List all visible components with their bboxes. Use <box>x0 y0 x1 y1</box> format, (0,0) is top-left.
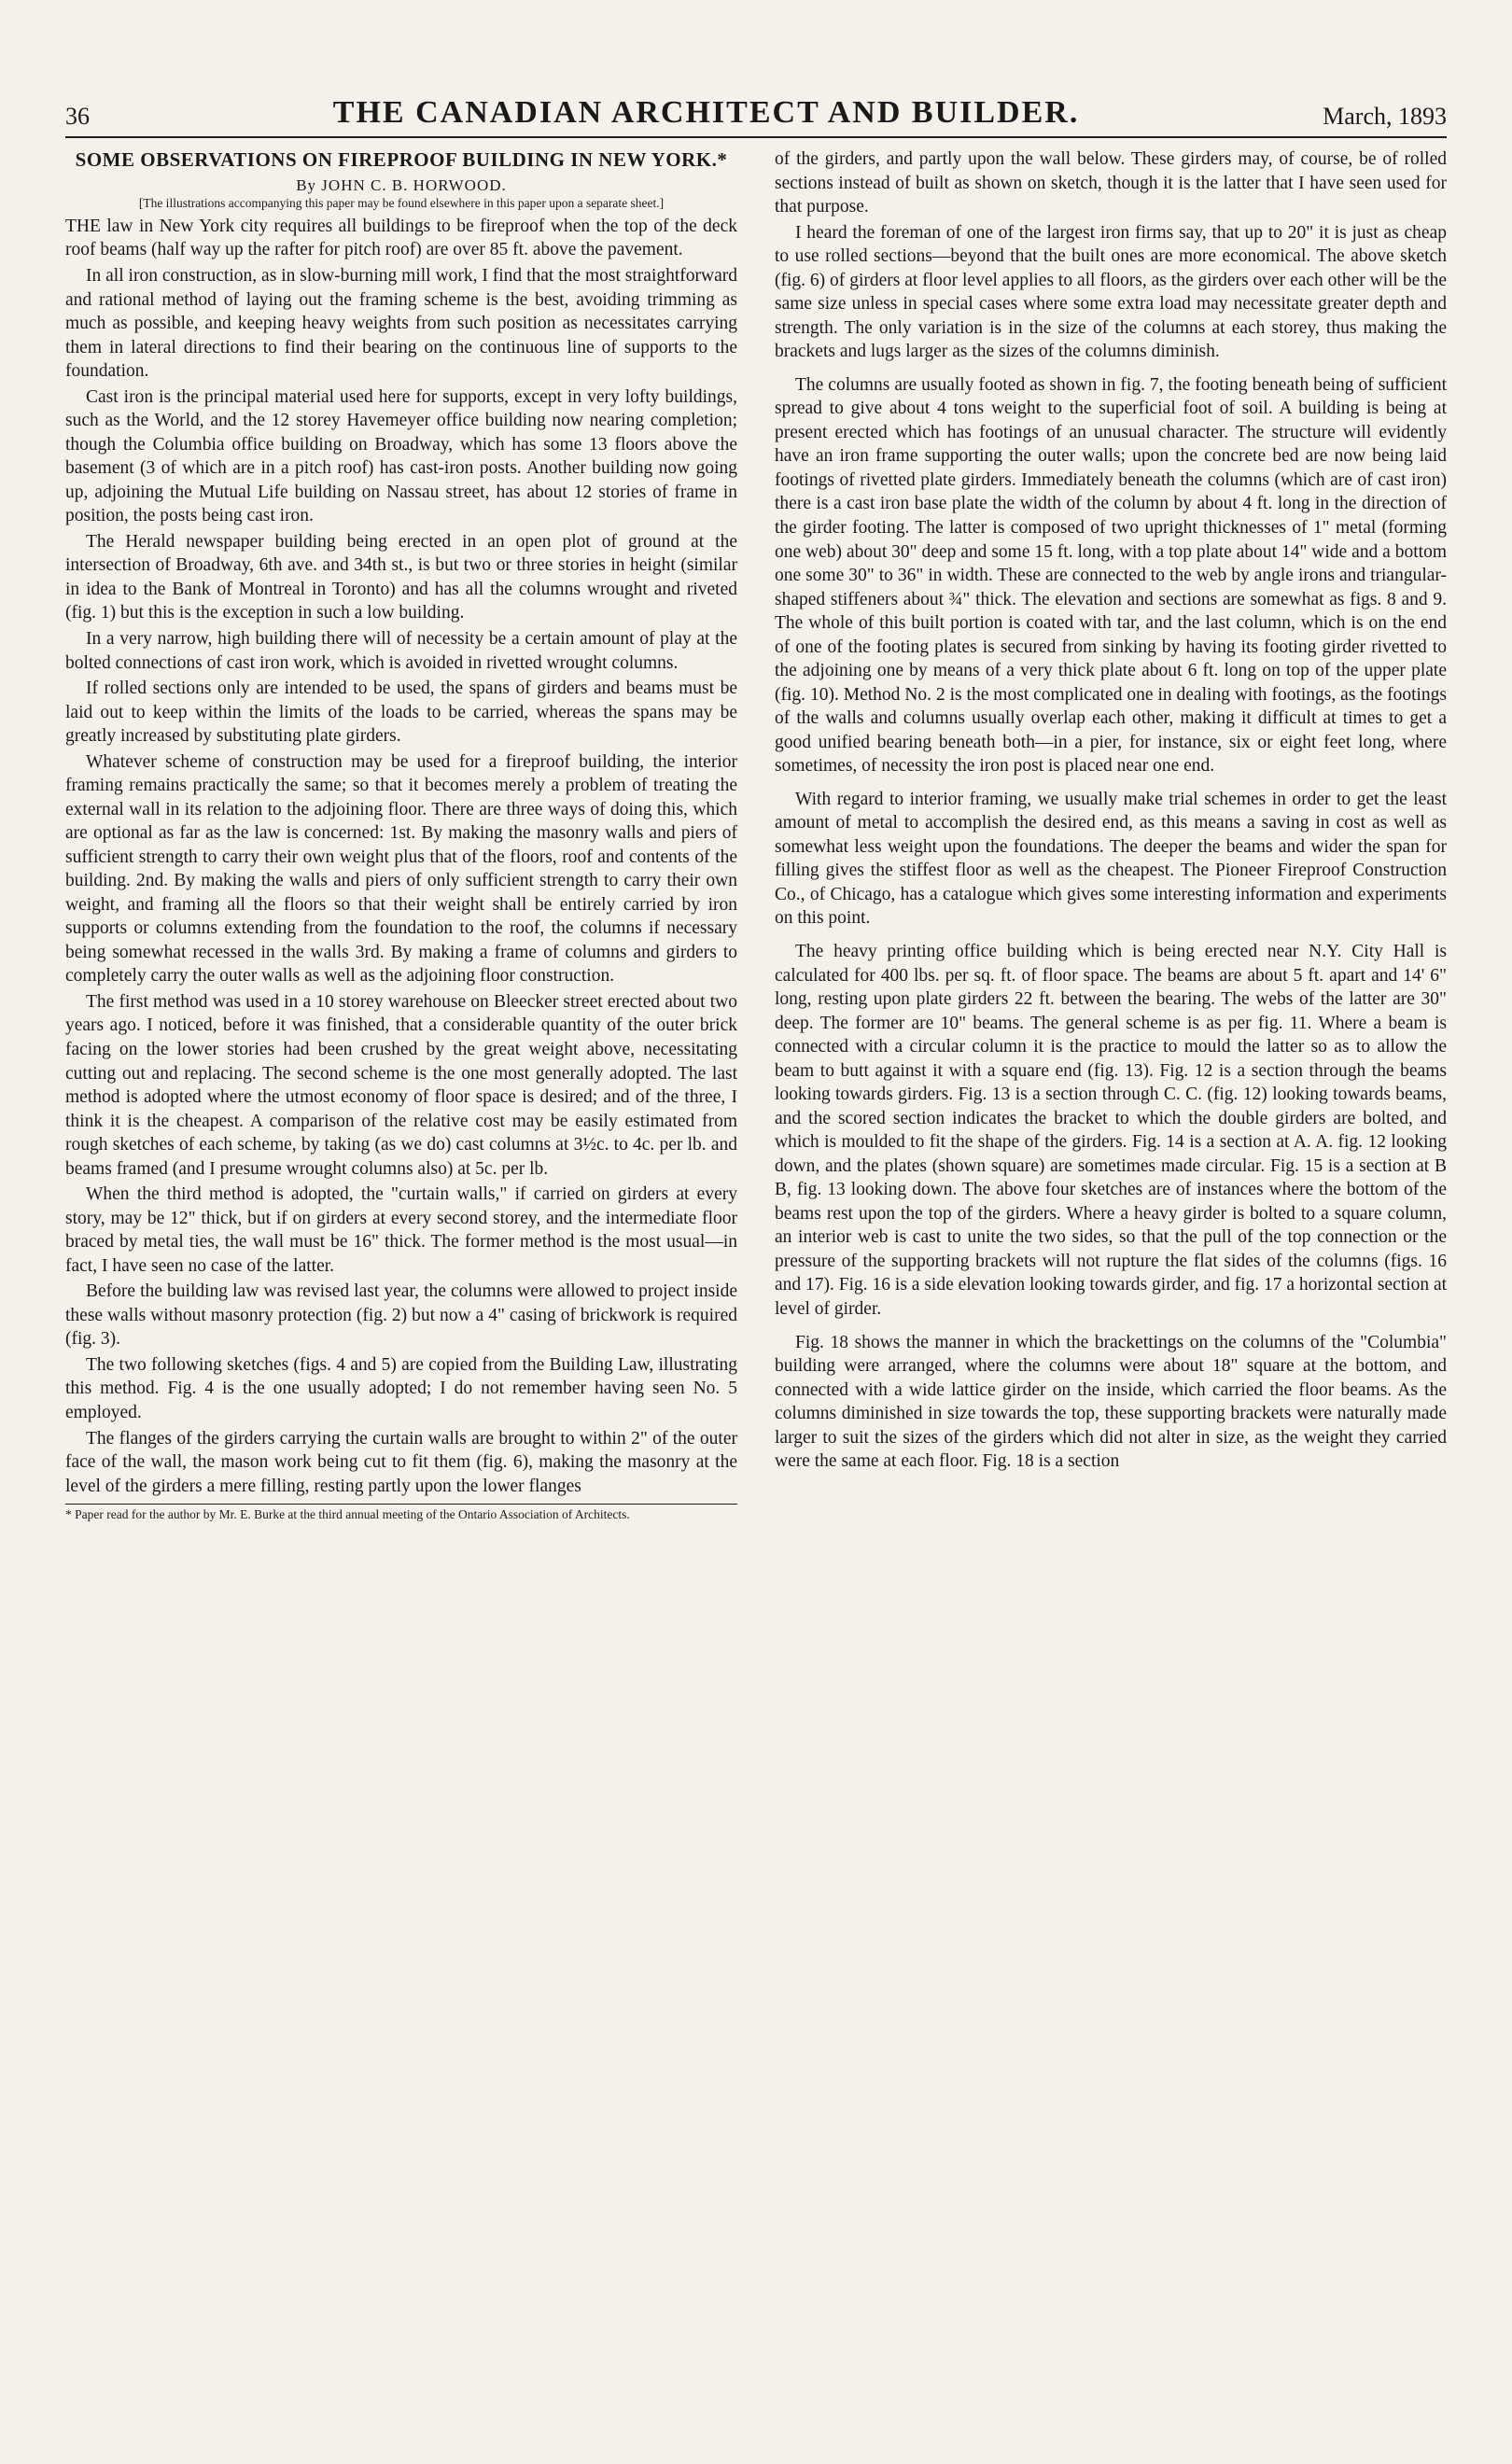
paragraph: Fig. 18 shows the manner in which the brackettings on the columns of the "Columbia" building were arranged, where the columns were about 18" square at the bottom, and connected with a wide lattice girder on the inside, which carried the floor beams. As the columns diminished in size towards the top, these supporting brackets were naturally made larger to suit the sizes of the girders which did not alter in size, as the weight they carried were the same at each floor. Fig. 18 is a section <box>775 1332 1447 1472</box>
paragraph: The first method was used in a 10 storey warehouse on Bleecker street erected about two years ago. I noticed, before it was finished, that a considerable quantity of the outer brick facing on the lower stories had been crushed by the great weight above, necessitating cutting out and replacing. The second scheme is the one most generally adopted. The last method is adopted where the utmost economy of floor space is desired; and of the three, I think it is the cheapest. A comparison of the relative cost may be easily estimated from rough sketches of each scheme, by taking (as we do) cast columns at 3½c. to 4c. per lb. and beams framed (and I presume wrought columns also) at 5c. per lb. <box>65 991 737 1179</box>
paragraph: Whatever scheme of construction may be used for a fireproof building, the interior framing remains practically the same; so that it becomes merely a problem of treating the external wall in its relation to the adjoining floor. There are three ways of doing this, which are optional as far as the law is concerned: 1st. By making the masonry walls and piers of sufficient strength to carry their own weight plus that of the floors, roof and contents of the building. 2nd. By making the walls and piers of only sufficient strength to carry their own weight, and framing all the floors so that their weight shall be entirely carried by iron supports or columns extending from the foundation to the roof, the columns if necessary being somewhat recessed in the walls 3rd. By making a frame of columns and girders to completely carry the outer walls as well as the adjoining floor construction. <box>65 751 737 987</box>
article-columns <box>65 147 1447 2445</box>
issue-date: March, 1893 <box>1323 103 1447 130</box>
paragraph: Before the building law was revised last year, the columns were allowed to project inside these walls without masonry protection (fig. 2) but now a 4" casing of brickwork is required (fig. 3). <box>65 1281 737 1350</box>
right-column <box>775 147 1447 2445</box>
paragraph: The Herald newspaper building being erected in an open plot of ground at the intersection of Broadway, 6th ave. and 34th st., is but two or three stories in height (similar in idea to the Bank of Montreal in Toronto) and has all the columns wrought and riveted (fig. 1) but this is the exception in such a low building. <box>65 531 737 623</box>
paragraph: With regard to interior framing, we usually make trial schemes in order to get the least amount of metal to accomplish the desired end, as this means a saving in cost as well as somewhat less weight upon the foundations. The deeper the beams and wider the span for filling gives the stiffest floor as well as the cheapest. The Pioneer Fireproof Construction Co., of Chicago, has a catalogue which gives some interesting information and experiments on this point. <box>775 789 1447 929</box>
illustrations-note: [The illustrations accompanying this paper may be found elsewhere in this paper upon a separate sheet.] <box>138 195 665 210</box>
paragraph: If rolled sections only are intended to be used, the spans of girders and beams must be laid out to keep within the limits of the loads to be carried, whereas the spans may be greatly increased by substituting plate girders. <box>65 679 737 747</box>
left-column <box>65 147 737 2445</box>
paragraph-gap <box>775 366 1447 373</box>
paragraph: Cast iron is the principal material used here for supports, except in very lofty buildings, such as the World, and the 12 storey Havemeyer office building now nearing completion; though the Columbia office building on Broadway, which has some 13 floors above the basement (3 of which are in a pitch roof) has cast-iron posts. Another building now going up, adjoining the Mutual Life building on Nassau street, has about 12 stories of frame in position, the posts being cast iron. <box>65 386 737 526</box>
paragraph: In all iron construction, as in slow-burning mill work, I find that the most straightforward and rational method of laying out the framing scheme is the best, avoiding trimming as much as possible, and keeping heavy weights from such position as necessitates carrying them in lateral directions to find their bearing on the continuous line of supports to the foundation. <box>65 266 737 382</box>
paragraph: The columns are usually footed as shown in fig. 7, the footing beneath being of sufficient spread to give about 4 tons weight to the superficial foot of soil. A building is being at present erected which has footings of an unusual character. The structure will evidently have an iron frame supporting the outer walls; upon the concrete bed are now being laid footings of rivetted plate girders. Immediately beneath the columns (which are of cast iron) there is a cast iron base plate the width of the column by about 4 ft. long in the direction of the girder footing. The latter is composed of two upright thicknesses of 1" metal (forming one web) about 30" deep and some 15 ft. long, with a top plate about 14" wide and a bottom one some 30" to 36" in width. These are connected to the web by angle irons and triangular-shaped stiffeners about ¾" thick. The elevation and sections are somewhat as figs. 8 and 9. The whole of this built portion is coated with tar, and the last column, which is on the end of one of the footing plates is secured from sinking by having its footing girder rivetted to the adjoining one by means of a very thick plate about 6 ft. long on top of the upper plate (fig. 10). Method No. 2 is the most complicated one in dealing with footings, as the footings of the walls and columns usually overlap each other, making it difficult at times to get a good unified bearing beneath both—in a pier, for instance, six or eight feet long, where sometimes, of necessity the iron post is placed near one end. <box>775 374 1447 777</box>
paragraph: The two following sketches (figs. 4 and 5) are copied from the Building Law, illustrating this method. Fig. 4 is the one usually adopted; I do not remember having seen No. 5 employed. <box>65 1354 737 1422</box>
paragraph: When the third method is adopted, the "curtain walls," if carried on girders at every story, may be 12" thick, but if on girders at every second storey, and the intermediate floor braced by metal ties, the wall must be 16" thick. The former method is the most usual—in fact, I have seen no case of the latter. <box>65 1184 737 1276</box>
page-header <box>65 93 1447 138</box>
journal-title: THE CANADIAN ARCHITECT AND BUILDER. <box>332 95 1080 130</box>
paragraph: The heavy printing office building which is being erected near N.Y. City Hall is calculated for 400 lbs. per sq. ft. of floor space. The beams are about 5 ft. apart and 14' 6" long, resting upon plate girders 22 ft. between the bearing. The webs of the latter are 30" deep. The former are 10" beams. The general scheme is as per fig. 11. Where a beam is connected with a circular column it is the practice to mould the latter so as to allow the beam to butt against it with a square end (fig. 13). Fig. 12 is a section through the beams looking towards girders. Fig. 13 is a section through C. C. (fig. 12) looking towards beams, and the scored section indicates the bracket to which the double girders are bolted, and which is moulded to fit the shape of the girders. Fig. 14 is a section at A. A. fig. 12 looking down, and the plates (shown square) are sometimes made circular. Fig. 15 is a section at B B, fig. 13 looking down. The above four sketches are of instances where the bottom of the beams rest upon the top of the girders. Where a heavy girder is bolted to a square column, an interior web is cast to unite the two sides, so that the pull of the top connection or the pressure of the supporting brackets will not rupture the flat sides of the columns (figs. 16 and 17). Fig. 16 is a side elevation looking towards girder, and fig. 17 a horizontal section at level of girder. <box>775 942 1447 1319</box>
paragraph: The flanges of the girders carrying the curtain walls are brought to within 2" of the outer face of the wall, the mason work being cut to fit them (fig. 6), making the masonry at the level of the girders a mere filling, resting partly upon the lower flanges <box>65 1428 737 1496</box>
paragraph: I heard the foreman of one of the largest iron firms say, that up to 20" it is just as cheap to use rolled sections—beyond that the built ones are more economical. The above sketch (fig. 6) of girders at floor level applies to all floors, as the girders over each other will be the same size unless in special cases where some extra load may necessitate greater depth and strength. The only variation is in the size of the columns at each storey, thus making the brackets and lugs larger as the sizes of the columns diminish. <box>775 222 1447 362</box>
footnote: * Paper read for the author by Mr. E. Burke at the third annual meeting of the Ontario Association of Architects. <box>65 1504 737 1522</box>
paragraph-gap <box>775 780 1447 788</box>
paragraph: of the girders, and partly upon the wall below. These girders may, of course, be of rolled sections instead of built as shown on sketch, though it is the latter that I have seen used for that purpose. <box>775 149 1447 217</box>
article-title: SOME OBSERVATIONS ON FIREPROOF BUILDING IN NEW YORK.* <box>75 148 728 171</box>
page-number: 36 <box>65 103 90 130</box>
paragraph: THE law in New York city requires all buildings to be fireproof when the top of the deck roof beams (half way up the rafter for pitch roof) are over 85 ft. above the pavement. <box>65 216 737 260</box>
article-byline: By JOHN C. B. HORWOOD. <box>296 175 507 194</box>
paragraph-gap <box>775 1323 1447 1331</box>
paragraph: In a very narrow, high building there will of necessity be a certain amount of play at the bolted connections of cast iron work, which is avoided in rivetted wrought columns. <box>65 628 737 673</box>
paragraph-gap <box>775 932 1447 940</box>
